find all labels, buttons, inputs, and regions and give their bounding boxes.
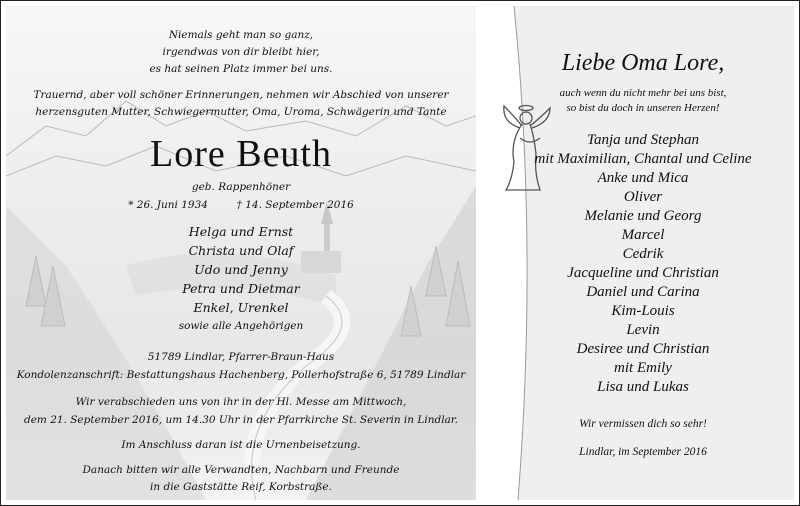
closing-line: Danach bitten wir alle Verwandten, Nachbarn und Freunde [82, 464, 400, 476]
grandchild-name: mit Emily [614, 360, 672, 376]
grandchild-name: Oliver [623, 189, 663, 205]
grandchild-name: Desiree und Christian [576, 341, 710, 357]
birth-date: * 26. Juni 1934 [128, 199, 208, 211]
family-note: sowie alle Angehörigen [178, 320, 304, 332]
family-member: Helga und Ernst [188, 224, 294, 239]
family-member: Enkel, Urenkel [193, 300, 289, 315]
place-date: Lindlar, im September 2016 [579, 446, 707, 458]
death-date: † 14. September 2016 [236, 199, 354, 211]
mass-line: dem 21. September 2016, um 14.30 Uhr in der Pfarrkirche St. Severin in Lindlar. [23, 414, 459, 426]
grandchild-name: Lisa und Lukas [597, 379, 689, 395]
right-subtitle: auch wenn du nicht mehr bei uns bist, [559, 87, 727, 99]
intro-line: Trauernd, aber voll schöner Erinnerungen, nehmen wir Abschied von unserer [33, 89, 449, 101]
family-member: Christa und Olaf [188, 243, 294, 258]
poem-line: irgendwas von dir bleibt hier, [162, 46, 320, 58]
address-line: 51789 Lindlar, Pfarrer-Braun-Haus [147, 351, 335, 363]
right-title: Liebe Oma Lore, [561, 50, 725, 76]
grandchild-name: Cedrik [622, 246, 664, 262]
deceased-name: Lore Beuth [149, 133, 332, 175]
right-panel [478, 6, 794, 500]
right-subtitle: so bist du doch in unseren Herzen! [566, 102, 720, 114]
intro-line: herzensguten Mutter, Schwiegermutter, Oma, Uroma, Schwägerin und Tante [35, 106, 447, 118]
closing-line: in die Gaststätte Reif, Korbstraße. [150, 481, 332, 493]
burial-note: Im Anschluss daran ist die Urnenbeisetzung. [121, 439, 361, 451]
poem-line: Niemals geht man so ganz, [168, 29, 314, 41]
grandchild-name: Tanja und Stephan [587, 132, 699, 148]
mass-line: Wir verabschieden uns von ihr in der Hl. Messe am Mittwoch, [75, 396, 407, 408]
grandchild-name: Anke und Mica [597, 170, 689, 186]
condolence-address: Kondolenzanschrift: Bestattungshaus Hachenberg, Pollerhofstraße 6, 51789 Lindlar [16, 369, 466, 381]
birth-name: geb. Rappenhöner [191, 181, 291, 193]
grandchild-name: Daniel und Carina [586, 284, 700, 300]
left-panel [6, 6, 476, 500]
grandchild-name: Melanie und Georg [584, 208, 702, 224]
life-dates [6, 199, 476, 211]
grandchild-name: Marcel [621, 227, 665, 243]
family-member: Petra und Dietmar [182, 281, 300, 296]
grandchild-name: Jacqueline und Christian [567, 265, 719, 281]
poem-line: es hat seinen Platz immer bei uns. [149, 63, 333, 75]
grandchild-name: Kim-Louis [611, 303, 675, 319]
miss-you-line: Wir vermissen dich so sehr! [579, 418, 707, 430]
family-member: Udo und Jenny [194, 262, 288, 277]
grandchild-name: mit Maximilian, Chantal und Celine [534, 151, 752, 167]
grandchild-name: Levin [626, 322, 660, 338]
